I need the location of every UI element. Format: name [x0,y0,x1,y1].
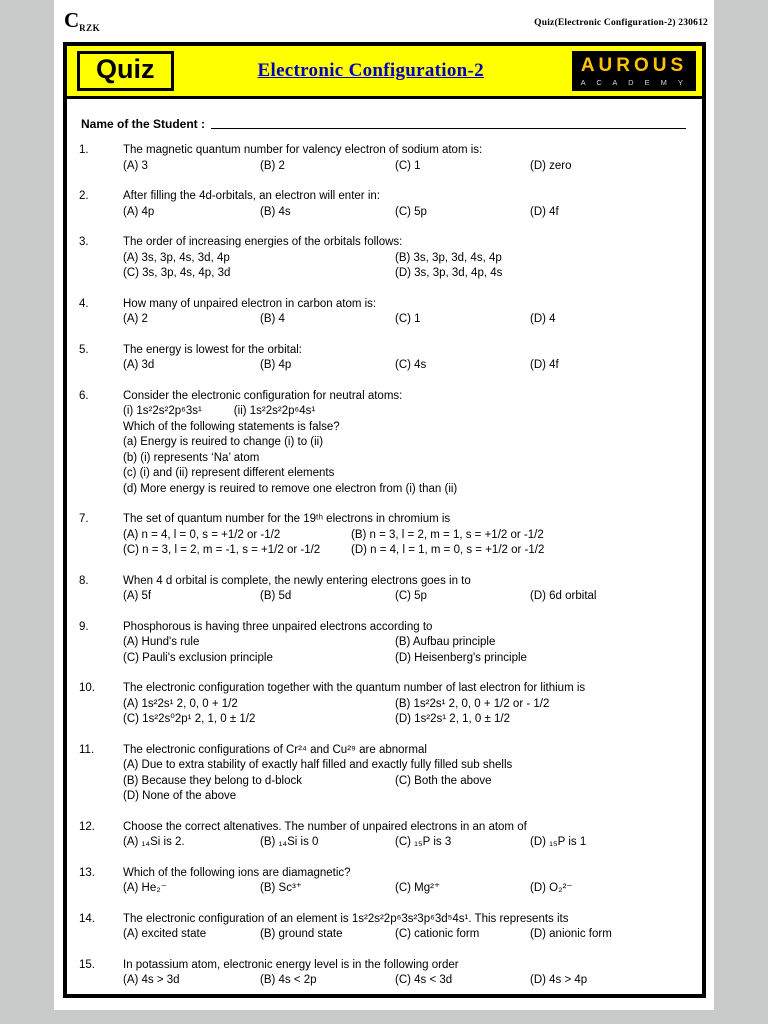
question-number: 7. [79,513,89,525]
option: (B) 4p [260,359,292,371]
option: (B) 5d [260,590,292,602]
question-body [123,512,690,559]
option: (C) ₁₅P is 3 [395,836,452,848]
option: (C) 1 [395,159,421,172]
question-stem-line: The electronic configuration together with the quantum number of last electron for lithium is [123,682,586,694]
question [79,866,690,897]
question-number: 1. [79,144,89,156]
option: (B) ₁₄Si is 0 [260,836,319,848]
option-row [123,466,690,482]
option: (C) 4s < 3d [395,974,453,986]
option: (A) ₁₄Si is 2. [123,836,185,848]
option: (A) Hund's rule [123,636,200,648]
option: (B) 4s < 2p [260,974,317,986]
option: (a) Energy is reuired to change (i) to (ii) [123,436,324,448]
question [79,389,690,498]
option: (D) ₁₅P is 1 [530,836,587,848]
option-row [123,205,690,221]
option-row [123,651,690,667]
option-row [123,835,690,851]
corner-logo [64,8,100,33]
question [79,743,690,805]
option: (C) 3s, 3p, 4s, 4p, 3d [123,267,231,279]
option: (A) 2 [123,313,148,325]
option-row [123,482,690,498]
option-row [123,973,690,989]
option: (D) n = 4, l = 1, m = 0, s = +1/2 or -1/2 [351,544,545,556]
option: (A) n = 4, l = 0, s = +1/2 or -1/2 [123,528,281,541]
page-title: Electronic Configuration-2 [257,60,484,81]
option-row [123,528,690,544]
question [79,681,690,728]
question-stem-line: The energy is lowest for the orbital: [123,343,302,356]
question-body [123,820,690,851]
option: (A) Due to extra stability of exactly half filled and exactly fully filled sub shells [123,759,513,771]
question-stem-line: In potassium atom, electronic energy level is in the following order [123,958,459,971]
option-row [123,251,690,267]
option-row [123,312,690,328]
option-row [123,435,690,451]
option-row [123,358,690,374]
question-body [123,866,690,897]
option: (B) 2 [260,159,285,172]
option-row [123,881,690,897]
quiz-border-box [63,42,706,998]
option: (A) 3 [123,159,148,172]
option: (A) 3s, 3p, 4s, 3d, 4p [123,251,230,264]
option-row [123,927,690,943]
option-row [123,758,690,774]
option: (D) zero [530,159,572,172]
question [79,958,690,989]
option: (C) 5p [395,205,427,218]
option: (b) (i) represents ‘Na’ atom [123,451,260,464]
option: (B) 4 [260,313,285,325]
option: (A) 4p [123,205,155,218]
option: (B) 4s [260,205,291,218]
option: (C) 4s [395,359,427,371]
question-stem-line: The order of increasing energies of the orbitals follows: [123,236,403,248]
question-stem-line: The magnetic quantum number for valency electron of sodium atom is: [123,144,483,156]
question-body [123,143,690,174]
quiz-content [67,99,702,989]
option: (A) excited state [123,928,207,940]
option-row [123,266,690,282]
question-stem-line: The electronic configurations of Cr²⁴ and Cu²⁹ are abnormal [123,743,427,756]
aurous-logo-name: AUROUS [580,55,688,76]
question-stem-line: The set of quantum number for the 19ᵗʰ electrons in chromium is [123,513,451,525]
option: (C) cationic form [395,928,480,940]
option: (B) n = 3, l = 2, m = 1, s = +1/2 or -1/2 [351,528,544,541]
option: (c) (i) and (ii) represent different elements [123,467,335,479]
question-stem-line: Which of the following ions are diamagnetic? [123,866,351,879]
option-row [123,451,690,467]
question-stem-line: When 4 d orbital is complete, the newly entering electrons goes in to [123,574,471,587]
option-row [123,697,690,713]
question-number: 13. [79,866,95,879]
question-number: 10. [79,682,95,694]
question [79,143,690,174]
option: (B) 1s²2s¹ 2, 0, 0 + 1/2 or - 1/2 [395,697,550,710]
questions-list [79,143,690,989]
option: (C) 5p [395,590,427,602]
question-body [123,743,690,805]
question-stem-line: (i) 1s²2s²2p⁶3s¹ (ii) 1s²2s²2p⁶4s¹ [123,405,316,417]
option: (D) Heisenberg's principle [395,651,527,664]
question [79,512,690,559]
question-body [123,297,690,328]
option: (B) 3s, 3p, 3d, 4s, 4p [395,251,502,264]
option: (d) More energy is reuired to remove one electron from (i) than (ii) [123,482,458,495]
question-body [123,235,690,282]
question [79,820,690,851]
option: (D) 4 [530,313,556,325]
corner-logo-sub: RZK [79,23,101,33]
option: (A) 5f [123,590,152,602]
question-number: 6. [79,389,89,402]
option: (D) 4s > 4p [530,974,588,986]
question-body [123,958,690,989]
question-body [123,343,690,374]
doc-reference: Quiz(Electronic Configuration-2) 230612 [534,18,708,28]
question-stem-line: Which of the following statements is false? [123,420,340,433]
question [79,912,690,943]
question-stem-line: Choose the correct altenatives. The number of unpaired electrons in an atom of [123,820,527,833]
question-body [123,389,690,498]
question-number: 2. [79,190,89,202]
quiz-header [67,46,702,99]
top-bar [54,0,714,42]
question [79,343,690,374]
option: (D) anionic form [530,928,612,940]
document-page [54,0,714,1010]
question-number: 14. [79,912,95,925]
option: (D) 6d orbital [530,590,597,602]
option: (B) ground state [260,928,343,940]
option: (C) Mg²⁺ [395,882,441,894]
option: (C) Pauli's exclusion principle [123,651,273,664]
option: (C) 1 [395,313,421,325]
option-row [123,159,690,175]
quiz-label: Quiz [77,51,174,91]
question-number: 3. [79,236,89,248]
question-number: 4. [79,297,89,310]
aurous-academy-logo [572,51,696,91]
option: (B) Because they belong to d-block [123,774,302,787]
question [79,297,690,328]
question-stem-line: The electronic configuration of an element is 1s²2s²2p⁶3s²3p⁶3d⁵4s¹. This represents its [123,912,569,925]
option-row [123,712,690,728]
option: (D) 3s, 3p, 3d, 4p, 4s [395,267,503,279]
question [79,235,690,282]
option: (D) 1s²2s¹ 2, 1, 0 ± 1/2 [395,713,510,725]
option-row [123,774,690,790]
option: (D) None of the above [123,790,237,802]
option: (D) 4f [530,359,559,371]
question-number: 5. [79,343,89,356]
question-body [123,620,690,667]
option: (A) 3d [123,359,155,371]
corner-logo-main: C [64,8,80,32]
question-number: 11. [79,743,95,756]
question-number: 12. [79,820,95,833]
student-name-blank [211,127,686,129]
question-stem-line: After filling the 4d-orbitals, an electron will enter in: [123,190,380,202]
question [79,574,690,605]
option: (A) He₂⁻ [123,882,167,894]
option: (B) Aufbau principle [395,636,496,648]
question-body [123,189,690,220]
option: (C) n = 3, l = 2, m = -1, s = +1/2 or -1/2 [123,544,321,556]
student-name-label: Name of the Student : [81,117,206,131]
question-body [123,912,690,943]
question-stem-line: How many of unpaired electron in carbon atom is: [123,297,377,310]
option-row [123,789,690,805]
option: (A) 4s > 3d [123,974,180,986]
option-row [123,543,690,559]
option: (A) 1s²2s¹ 2, 0, 0 + 1/2 [123,697,238,710]
option: (B) Sc³⁺ [260,882,302,894]
option: (D) 4f [530,205,559,218]
question-stem-line: Phosphorous is having three unpaired electrons according to [123,620,433,633]
question-number: 9. [79,620,89,633]
question-stem-line: Consider the electronic configuration for neutral atoms: [123,389,403,402]
question-body [123,574,690,605]
question [79,620,690,667]
option: (C) 1s²2s⁰2p¹ 2, 1, 0 ± 1/2 [123,713,256,725]
question-number: 15. [79,958,95,971]
aurous-logo-academy: A C A D E M Y [580,78,688,87]
option-row [123,589,690,605]
student-name-line [81,109,690,131]
question-number: 8. [79,574,89,587]
question-body [123,681,690,728]
question [79,189,690,220]
option-row [123,635,690,651]
option: (D) O₂²⁻ [530,882,573,894]
option: (C) Both the above [395,774,492,787]
